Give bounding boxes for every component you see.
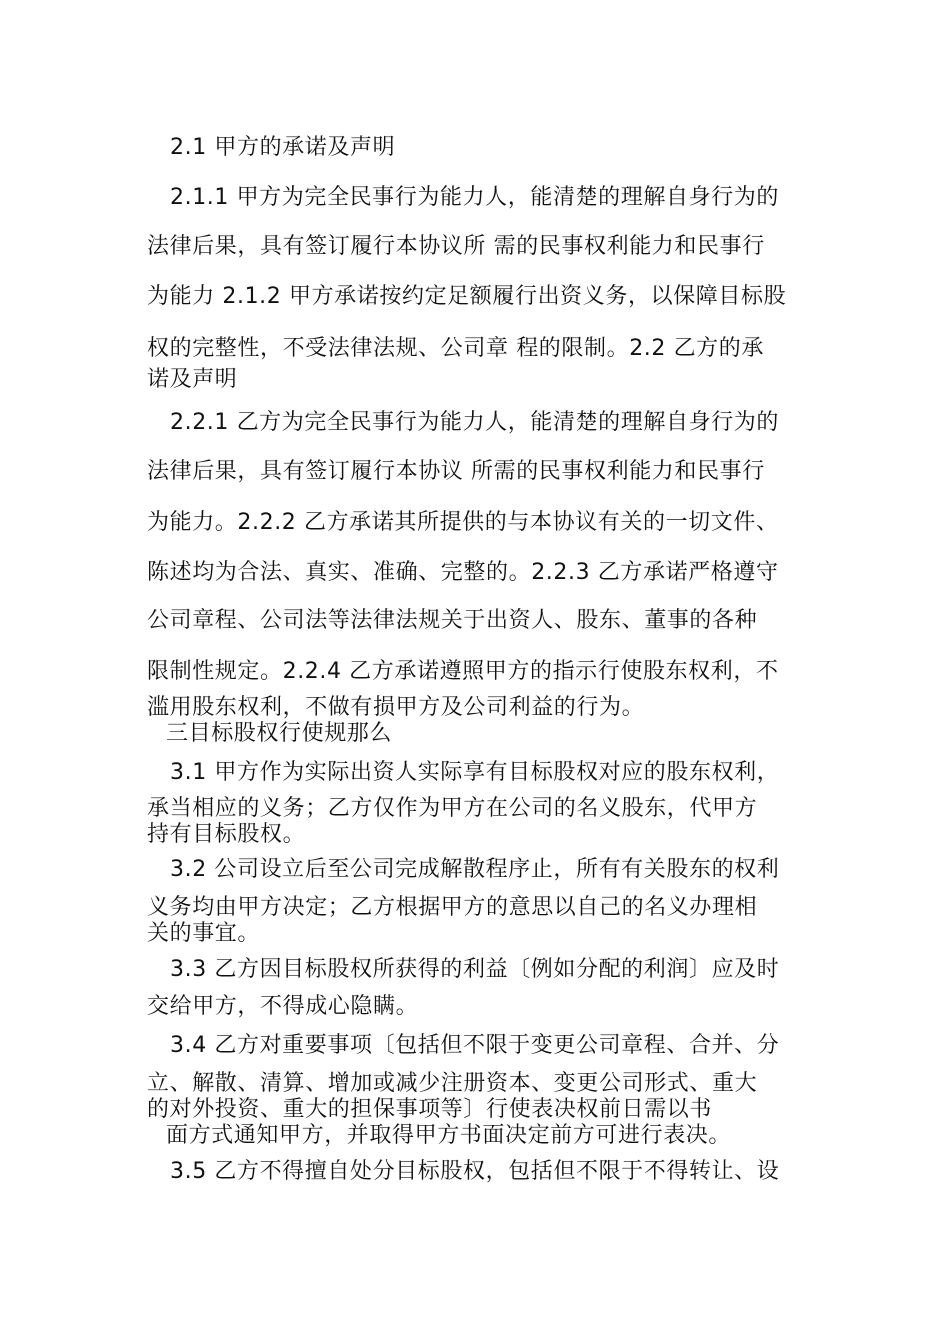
paragraph-line: 关的事宜。 [147, 921, 261, 946]
paragraph-line: 3.1 甲方作为实际出资人实际享有目标股权对应的股东权利， [170, 760, 780, 785]
paragraph-line: 诺及声明 [147, 367, 238, 392]
paragraph-line: 为能力。2.2.2 乙方承诺其所提供的与本协议有关的一切文件、 [147, 510, 779, 535]
paragraph-line: 法律后果，具有签订履行本协议 所需的民事权利能力和民事行 [147, 459, 765, 484]
paragraph-line: 持有目标股权。 [147, 822, 306, 847]
paragraph-line: 2.2.1 乙方为完全民事行为能力人，能清楚的理解自身行为的 [170, 410, 779, 435]
paragraph-line: 承当相应的义务；乙方仅作为甲方在公司的名义股东，代甲方 [147, 796, 758, 821]
paragraph-line: 3.4 乙方对重要事项〔包括但不限于变更公司章程、合并、分 [170, 1033, 780, 1058]
paragraph-line: 义务均由甲方决定；乙方根据甲方的意思以自己的名义办理相 [147, 895, 758, 920]
heading-2-1: 2.1 甲方的承诺及声明 [170, 135, 396, 160]
paragraph-line: 面方式通知甲方，并取得甲方书面决定前方可进行表决。 [166, 1123, 732, 1148]
paragraph-line: 3.5 乙方不得擅自处分目标股权，包括但不限于不得转让、设 [170, 1159, 780, 1184]
paragraph-line: 滥用股东权利，不做有损甲方及公司利益的行为。 [147, 695, 645, 720]
paragraph-line: 权的完整性，不受法律法规、公司章 程的限制。2.2 乙方的承 [147, 336, 764, 361]
paragraph-line: 3.3 乙方因目标股权所获得的利益〔例如分配的利润〕应及时 [170, 957, 780, 982]
paragraph-line: 交给甲方，不得成心隐瞒。 [147, 994, 419, 1019]
paragraph-line: 为能力 2.1.2 甲方承诺按约定足额履行出资义务，以保障目标股 [147, 284, 787, 309]
section-heading-3: 三目标股权行使规那么 [166, 721, 393, 746]
paragraph-line: 的对外投资、重大的担保事项等〕行使表决权前日需以书 [147, 1097, 713, 1122]
paragraph-line: 2.1.1 甲方为完全民事行为能力人，能清楚的理解自身行为的 [170, 185, 779, 210]
paragraph-line: 立、解散、清算、增加或减少注册资本、变更公司形式、重大 [147, 1071, 758, 1096]
paragraph-line: 法律后果，具有签订履行本协议所 需的民事权利能力和民事行 [147, 234, 765, 259]
paragraph-line: 公司章程、公司法等法律法规关于出资人、股东、董事的各种 [147, 608, 758, 633]
paragraph-line: 限制性规定。2.2.4 乙方承诺遵照甲方的指示行使股东权利，不 [147, 659, 779, 684]
paragraph-line: 3.2 公司设立后至公司完成解散程序止，所有有关股东的权利 [170, 857, 780, 882]
paragraph-line: 陈述均为合法、真实、准确、完整的。2.2.3 乙方承诺严格遵守 [147, 560, 779, 585]
